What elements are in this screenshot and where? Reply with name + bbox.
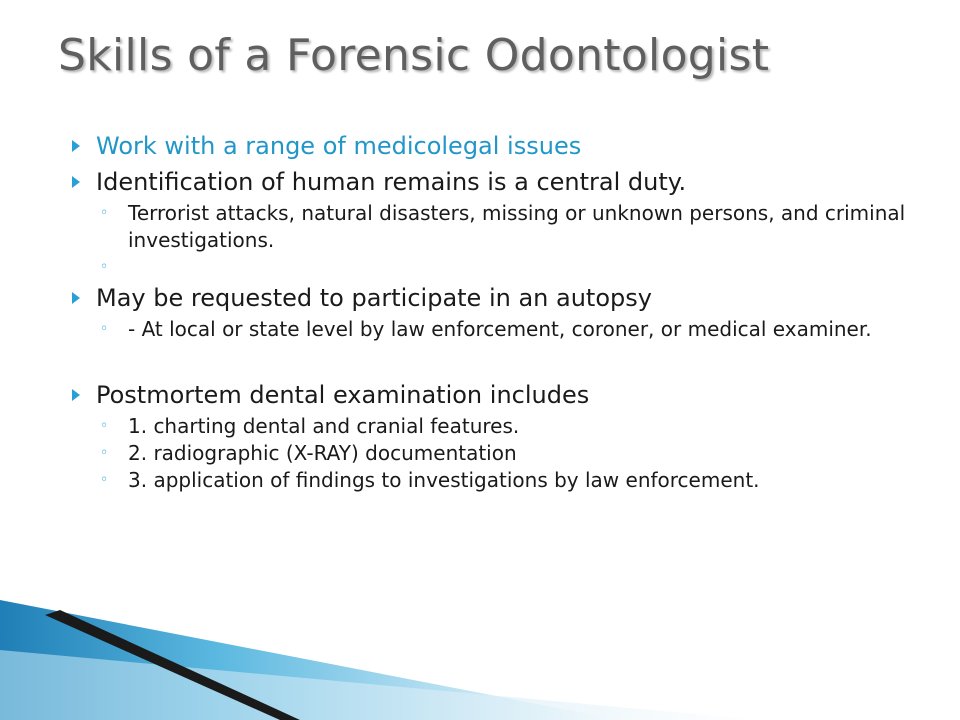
sub-bullet-text: 2. radiographic (X-RAY) documentation bbox=[128, 441, 517, 465]
bullet-text: May be requested to participate in an autopsy bbox=[96, 284, 652, 312]
sub-bullet-item bbox=[72, 200, 932, 254]
sub-bullet-text: Terrorist attacks, natural disasters, missing or unknown persons, and criminal investigations. bbox=[128, 201, 906, 252]
sub-bullet-item bbox=[72, 413, 932, 440]
bullet-text: Postmortem dental examination includes bbox=[96, 381, 590, 409]
arrow-bullet-icon bbox=[72, 140, 80, 152]
bullet-item bbox=[72, 280, 932, 316]
ring-bullet-icon: ◦ bbox=[100, 321, 109, 337]
ring-bullet-icon: ◦ bbox=[100, 205, 109, 221]
sub-bullet-text: 1. charting dental and cranial features. bbox=[128, 414, 520, 438]
bullet-item bbox=[72, 377, 932, 413]
bullet-text: Work with a range of medicolegal issues bbox=[96, 132, 582, 160]
blue-swoosh-shape bbox=[0, 600, 620, 720]
arrow-bullet-icon bbox=[72, 389, 80, 401]
spacer bbox=[72, 343, 932, 377]
bullet-item bbox=[72, 128, 932, 164]
sub-bullet-text: 3. application of findings to investigations by law enforcement. bbox=[128, 468, 760, 492]
bullet-text: Identification of human remains is a central duty. bbox=[96, 168, 687, 196]
ring-bullet-icon: ◦ bbox=[100, 472, 109, 488]
bullet-list bbox=[72, 128, 932, 494]
ring-bullet-icon: ◦ bbox=[100, 259, 109, 275]
black-swoosh-shape bbox=[45, 610, 300, 720]
ring-bullet-icon: ◦ bbox=[100, 418, 109, 434]
sub-bullet-item bbox=[72, 254, 932, 280]
sub-bullet-item bbox=[72, 316, 932, 343]
sub-bullet-item bbox=[72, 440, 932, 467]
ring-bullet-icon: ◦ bbox=[100, 445, 109, 461]
arrow-bullet-icon bbox=[72, 176, 80, 188]
arrow-bullet-icon bbox=[72, 292, 80, 304]
decorative-swoosh bbox=[0, 580, 960, 720]
sub-bullet-text: - At local or state level by law enforcement, coroner, or medical examiner. bbox=[128, 317, 872, 341]
sub-bullet-item bbox=[72, 467, 932, 494]
slide-title: Skills of a Forensic Odontologist bbox=[58, 30, 770, 81]
bullet-item bbox=[72, 164, 932, 200]
light-swoosh-shape bbox=[0, 650, 760, 720]
